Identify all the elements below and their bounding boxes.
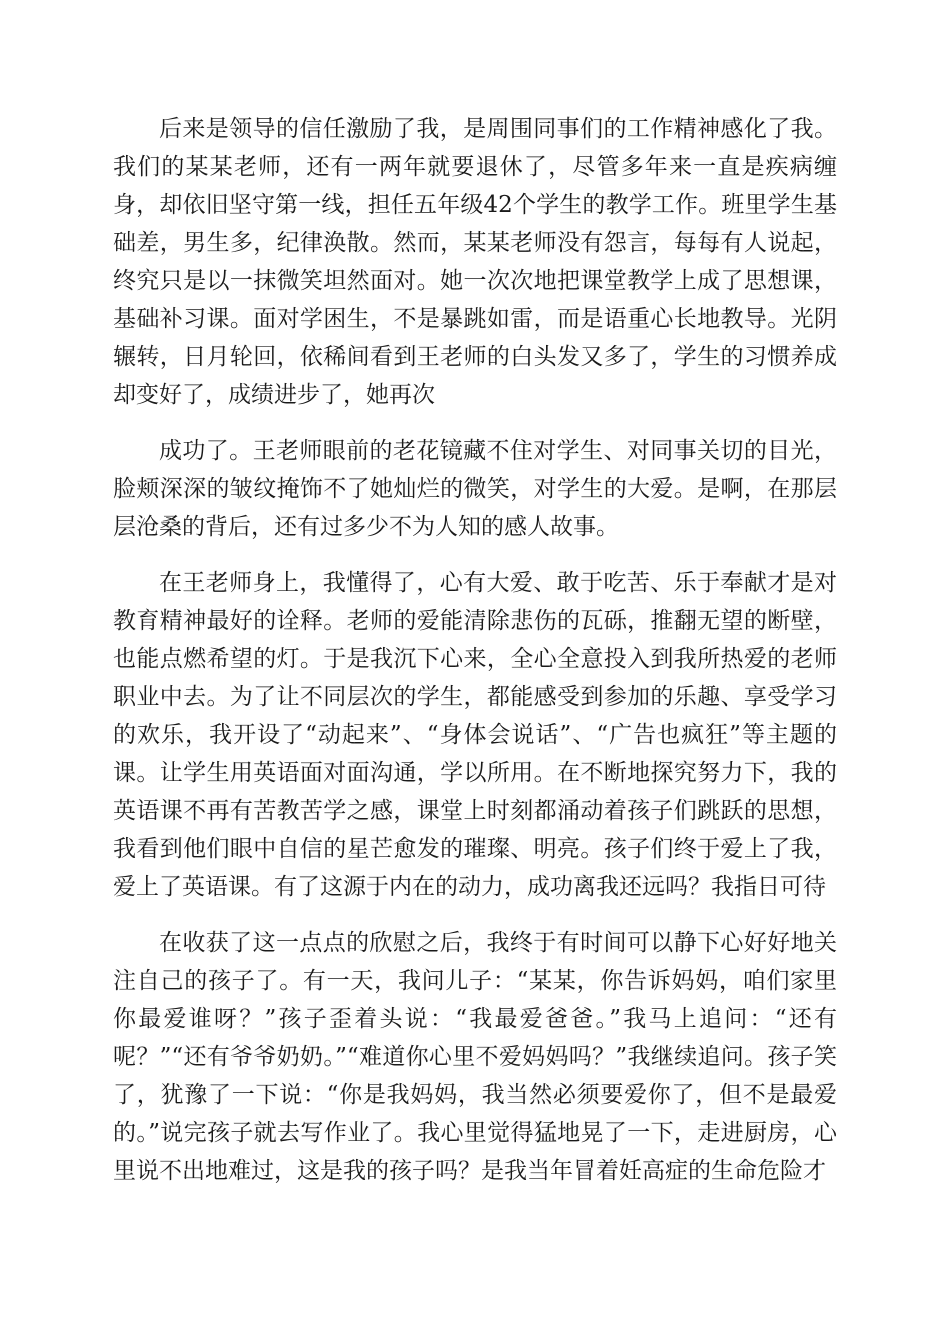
paragraph-4: 在收获了这一点点的欣慰之后，我终于有时间可以静下心好好地关注自己的孩子了。有一天，我问儿子：“某某，你告诉妈妈，咱们家里你最爱谁呀？”孩子歪着头说：“我最爱爸爸。”我马上追问：“还有呢？”“还有爷爷奶奶。”“难道你心里不爱妈妈吗？”我继续追问。孩子笑了，犹豫了一下说：“你是我妈妈，我当然必须要爱你了，但不是最爱的。”说完孩子就去写作业了。我心里觉得猛地晃了一下，走进厨房，心里说不出地难过，这是我的孩子吗？是我当年冒着妊高症的生命危险才 [113, 930, 837, 1184]
paragraph-1: 后来是领导的信任激励了我，是周围同事们的工作精神感化了我。我们的某某老师，还有一两年就要退休了，尽管多年来一直是疾病缠身，却依旧坚守第一线，担任五年级42个学生的教学工作。班里学生基础差，男生多，纪律涣散。然而，某某老师没有怨言，每每有人说起，终究只是以一抹微笑坦然面对。她一次次地把课堂教学上成了思想课，基础补习课。面对学困生，不是暴跳如雷，而是语重心长地教导。光阴辗转，日月轮回，依稀间看到王老师的白头发又多了，学生的习惯养成却变好了，成绩进步了，她再次 [113, 116, 837, 408]
paragraph-2: 成功了。王老师眼前的老花镜藏不住对学生、对同事关切的目光，脸颊深深的皱纹掩饰不了她灿烂的微笑，对学生的大爱。是啊，在那层层沧桑的背后，还有过多少不为人知的感人故事。 [113, 438, 837, 540]
paragraph-3: 在王老师身上，我懂得了，心有大爱、敢于吃苦、乐于奉献才是对教育精神最好的诠释。老师的爱能清除悲伤的瓦砾，推翻无望的断壁，也能点燃希望的灯。于是我沉下心来，全心全意投入到我所热爱的老师职业中去。为了让不同层次的学生，都能感受到参加的乐趣、享受学习的欢乐，我开设了“动起来”、“身体会说话”、“广告也疯狂”等主题的课。让学生用英语面对面沟通，学以所用。在不断地探究努力下，我的英语课不再有苦教苦学之感，课堂上时刻都涌动着孩子们跳跃的思想，我看到他们眼中自信的星芒愈发的璀璨、明亮。孩子们终于爱上了我，爱上了英语课。有了这源于内在的动力，成功离我还远吗？我指日可待 [113, 570, 837, 900]
document-body [113, 110, 837, 1208]
